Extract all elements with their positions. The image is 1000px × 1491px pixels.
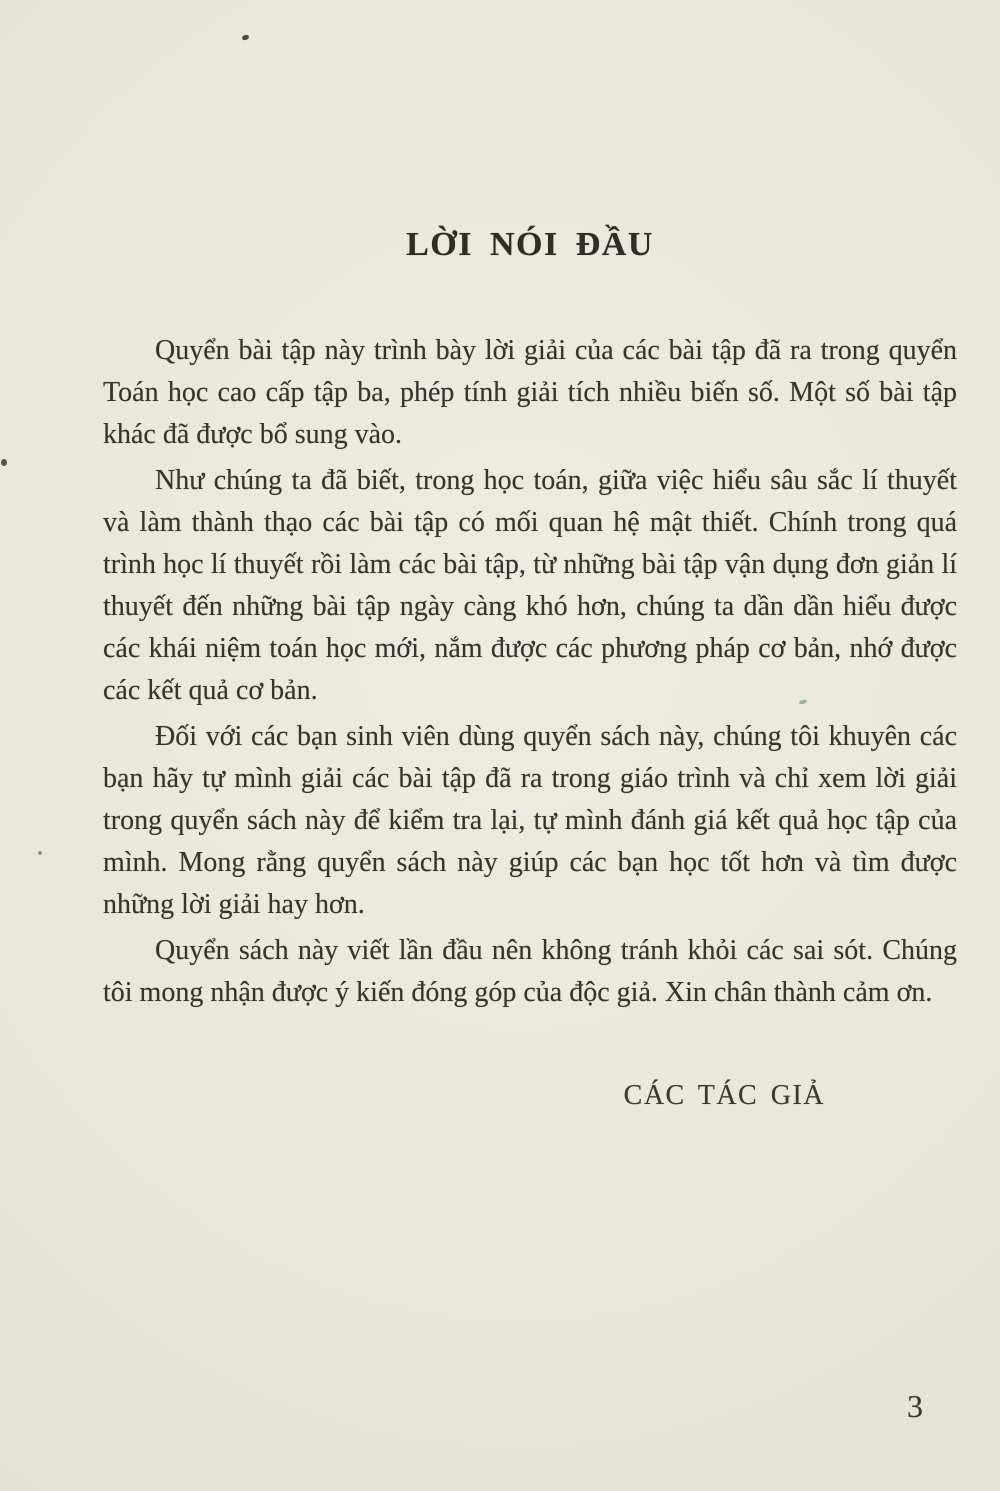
scan-speck — [38, 851, 42, 855]
page-number: 3 — [907, 1388, 923, 1424]
author-signature: CÁC TÁC GIẢ — [623, 1080, 825, 1111]
paragraph: Đối với các bạn sinh viên dùng quyển sách này, chúng tôi khuyên các bạn hãy tự mình giải các bài tập đã ra trong giáo trình và chỉ xem lời giải trong quyển sách này để kiểm tra lại, tự mình đánh giá kết quả học tập của mình. Mong rằng quyển sách này giúp các bạn học tốt hơn và tìm được những lời giải hay hơn. — [103, 721, 957, 920]
paragraph: Như chúng ta đã biết, trong học toán, giữa việc hiểu sâu sắc lí thuyết và làm thành thạo các bài tập có mối quan hệ mật thiết. Chính trong quá trình học lí thuyết rồi làm các bài tập, từ những bài tập vận dụng đơn giản lí thuyết đến những bài tập ngày càng khó hơn, chúng ta dần dần hiểu được các khái niệm toán học mới, nắm được các phương pháp cơ bản, nhớ được các kết quả cơ bản. — [103, 465, 957, 706]
scan-speck — [1, 459, 7, 466]
preface-body — [103, 330, 957, 1018]
page-title: LỜI NÓI ĐẦU — [406, 226, 654, 263]
scan-speck — [241, 34, 249, 41]
paragraph: Quyển bài tập này trình bày lời giải của các bài tập đã ra trong quyển Toán học cao cấp tập ba, phép tính giải tích nhiều biến số. Một số bài tập khác đã được bổ sung vào. — [103, 335, 957, 450]
paragraph: Quyển sách này viết lần đầu nên không tránh khỏi các sai sót. Chúng tôi mong nhận được ý kiến đóng góp của độc giả. Xin chân thành cảm ơn. — [103, 935, 957, 1008]
